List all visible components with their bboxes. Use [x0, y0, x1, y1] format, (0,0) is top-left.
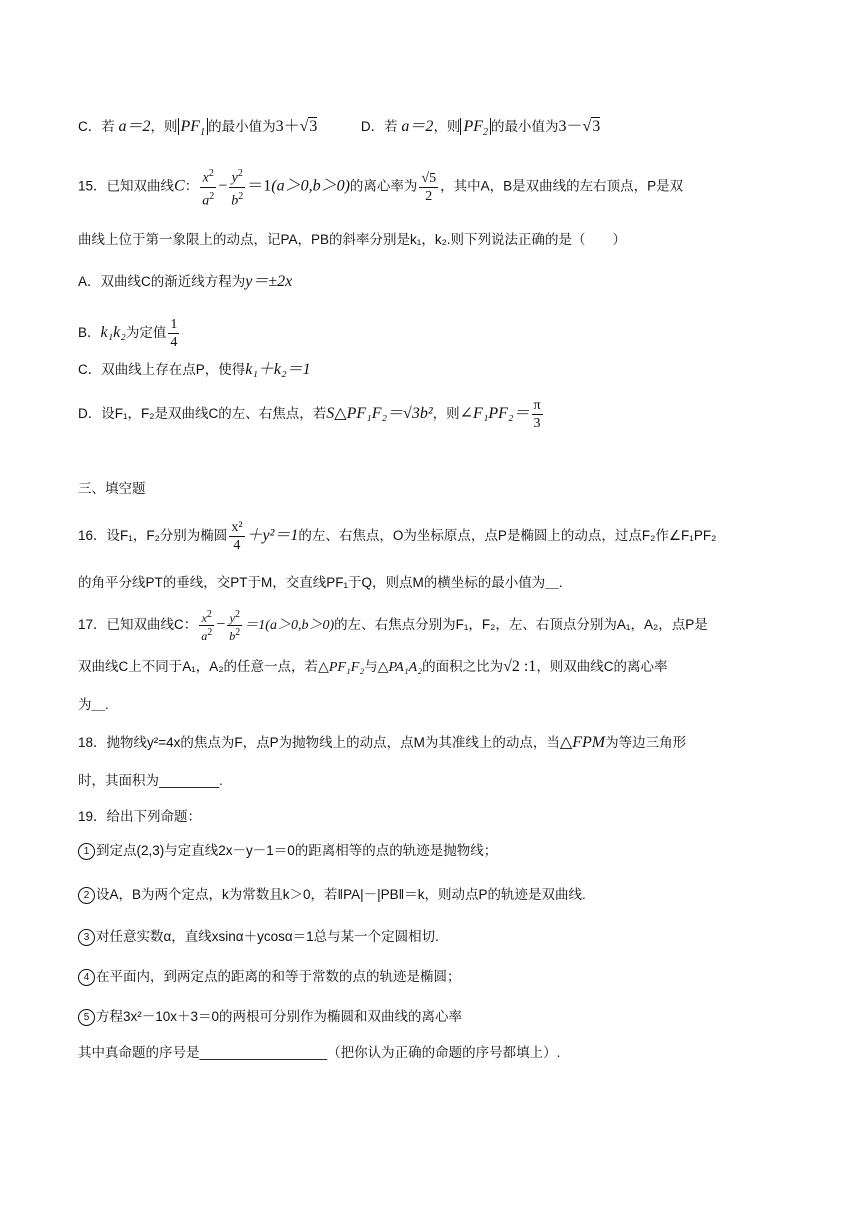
q15-stem-line2: 曲线上位于第一象限上的动点，记PA，PB的斜率分别是k₁，k₂.则下列说法正确的是（ ） [78, 232, 627, 247]
q14-option-c-text: 的最小值为 [208, 119, 276, 134]
q15-option-d: D．设F₁，F₂是双曲线C的左、右焦点，若S△PF₁F₂＝√3b²，则∠F₁PF₂＝ $\frac{\pi}{3}$ [78, 398, 541, 431]
q17-line2: 双曲线C上不同于A₁，A₂的任意一点，若△PF₁F₂与△PA₁A₂的面积之比为√2 :1，则双曲线C的离心率 [78, 658, 668, 675]
q15-option-b: B．k₁k₂为定值 $\frac{1}{4}$ [78, 317, 178, 350]
q15-option-c: C．双曲线上存在点P，使得k₁＋k₂＝1 [78, 361, 311, 378]
q19-item-3: 3 对任意实数α，直线xsinα＋ycosα＝1总与某一个定圆相切. [78, 926, 800, 948]
q16-frac: $\frac{\text{x²}}{4}$ [231, 520, 243, 553]
q16-line1: 16．设F₁，F₂分别为椭圆 $\frac{\text{x²}}{4}$ ＋y²＝1的左、右焦点，O为坐标原点，点P是椭圆上的动点，过点F₂作∠F₁PF₂ [78, 520, 717, 553]
q17-ratio: √2 :1 [503, 658, 537, 675]
q14-option-d-val: 3－ [558, 118, 583, 135]
q17-tri1: △PF₁F₂ [318, 660, 365, 675]
q19-item-2: 2 设A，B为两个定点，k为常数且k＞0，若‖PA|－|PB‖＝k，则动点P的轨迹是双曲线. [78, 884, 800, 906]
q15-stem-line1: 15．已知双曲线C： $\frac{x^2}{a^2}$ − $\frac{y^2}{b^2}$ ＝1(a＞0,b＞0)的离心率为 $\frac{√5}{2}$ ，其中A，B是双曲线的左右顶点，P是双 [78, 165, 800, 209]
q14-option-c-prefix: C．若 [78, 119, 115, 134]
q19-intro: 19．给出下列命题： [78, 809, 202, 824]
q14-option-c-root: 3 [309, 118, 318, 135]
section-title: 三、填空题 [78, 481, 146, 496]
q15-eq-tail: ＝1 [247, 177, 272, 195]
q18-line2: 时，其面积为________. [78, 773, 223, 788]
q15-number: 15．已知双曲线 [78, 178, 175, 194]
q15-option-d-angle: ∠F₁PF₂＝ [459, 405, 530, 423]
circled-number-1: 1 [78, 843, 95, 860]
q17-line3: 为＿. [78, 697, 109, 712]
q16-line2: 的角平分线PT的垂线，交PT于M，交直线PF₁于Q，则点M的横坐标的最小值为＿. [78, 575, 563, 590]
q15-option-b-frac: $\frac{1}{4}$ [170, 317, 178, 350]
q19-item-5: 5 方程3x²－10x＋3＝0的两根可分别作为椭圆和双曲线的离心率 [78, 1006, 800, 1028]
q17-eq-tail: ＝1(a＞0,b＞0) [244, 618, 335, 634]
q15-frac-y: $\frac{y^2}{b^2}$ [229, 165, 245, 209]
q15-option-c-eq: k₁＋k₂＝1 [245, 361, 311, 378]
q14-option-d-abs: $PF_2$ [460, 118, 491, 135]
q14-options-line: C．若 a＝2，则 $PF_1$ 的最小值为3＋√3 D．若 a＝2，则 $PF_2$ 的最小值为3－√3 [78, 118, 601, 139]
circled-number-3: 3 [78, 929, 95, 946]
q14-option-d-root: 3 [592, 118, 601, 135]
q14-option-d-mid: ，则 [433, 119, 461, 134]
circled-number-2: 2 [78, 887, 95, 904]
q15-option-a: A．双曲线C的渐近线方程为y＝±2x [78, 273, 293, 290]
q16-eq-tail: ＋y²＝1 [246, 527, 299, 545]
q14-option-d-cond: a＝2 [401, 118, 434, 135]
q15-option-d-area: S△PF₁F₂＝√3b² [326, 405, 433, 423]
q17-tri2: △PA₁A₂ [377, 660, 423, 675]
q18-line1: 18．抛物线y²=4x的焦点为F，点P为抛物线上的动点，点M为其准线上的动点，当△FPM为等边三角形 [78, 734, 687, 751]
q17-line1: 17．已知双曲线C： $\frac{x^2}{a^2}$ − $\frac{y^2}{b^2}$ ＝1(a＞0,b＞0)的左、右焦点分别为F₁，F₂，左、右顶点分别为A₁，A₂，点P是 [78, 609, 708, 643]
circled-number-4: 4 [78, 969, 95, 986]
q14-option-c-abs: $PF_1$ [178, 118, 209, 135]
q15-cond: (a＞0,b＞0) [271, 177, 350, 195]
q14-option-c-cond: a＝2 [118, 118, 151, 135]
circled-number-5: 5 [78, 1009, 95, 1026]
q17-frac-y: $\frac{y^2}{b^2}$ [229, 609, 241, 643]
q14-option-c-mid: ，则 [150, 119, 178, 134]
q15-rest1: ，其中A，B是双曲线的左右顶点，P是双 [440, 178, 684, 194]
q14-option-d-prefix: D．若 [360, 119, 398, 134]
q15-option-a-eq: y＝±2x [245, 273, 293, 290]
q15-frac-x: $\frac{x^2}{a^2}$ [200, 165, 216, 209]
q19-answer-blank[interactable]: _________________ [199, 1045, 328, 1060]
q14-option-d-text: 的最小值为 [490, 119, 559, 134]
q15-curve: C [174, 177, 185, 195]
q15-ecc-frac: $\frac{√5}{2}$ [421, 170, 437, 204]
q17-frac-x: $\frac{x^2}{a^2}$ [201, 609, 213, 643]
q19-answer-line: 其中真命题的序号是_________________（把你认为正确的命题的序号都填上）. [78, 1045, 561, 1060]
q19-item-4: 4 在平面内，到两定点的距离的和等于常数的点的轨迹是椭圆； [78, 966, 800, 988]
q18-tri: △FPM [559, 734, 606, 751]
q15-ecc-text: 的离心率为 [349, 178, 418, 194]
q14-option-c-val: 3＋ [275, 118, 300, 135]
q19-item-1: 1 到定点(2,3)与定直线2x－y－1＝0的距离相等的点的轨迹是抛物线； [78, 840, 800, 862]
q15-option-b-expr: k₁k₂ [100, 324, 126, 342]
q15-option-d-frac: $\frac{\pi}{3}$ [533, 398, 541, 431]
